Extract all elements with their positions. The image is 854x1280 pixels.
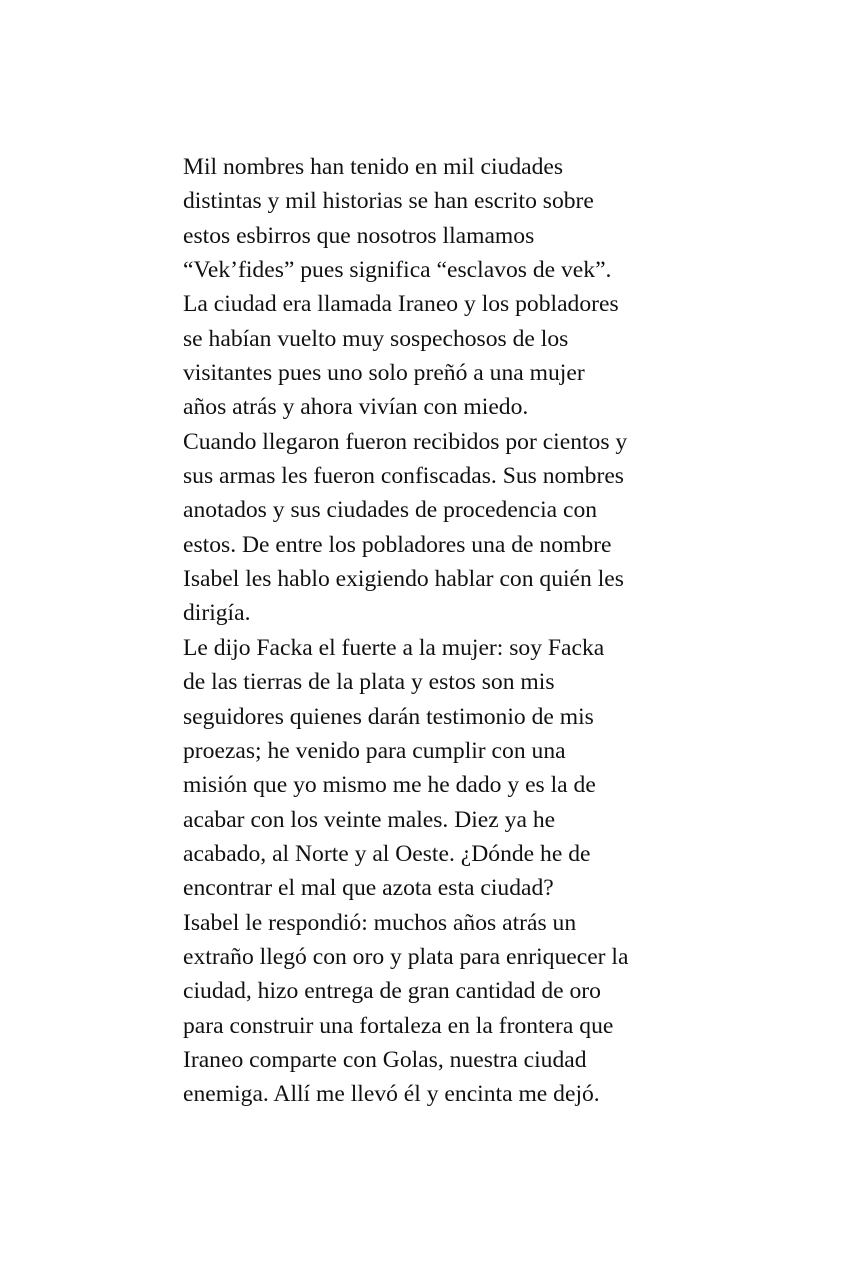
text-line: Isabel le respondió: muchos años atrás un <box>183 909 577 936</box>
text-line: estos. De entre los pobladores una de nombre <box>183 531 612 558</box>
text-line: acabar con los veinte males. Diez ya he <box>183 806 556 833</box>
text-line: extraño llegó con oro y plata para enriquecer la <box>183 943 629 970</box>
body-text <box>183 150 683 1112</box>
paragraph-1 <box>183 150 683 287</box>
paragraph-3 <box>183 425 683 631</box>
paragraph-5 <box>183 906 683 1112</box>
text-line: ciudad, hizo entrega de gran cantidad de oro <box>183 978 601 1005</box>
text-line: “Vek’fides” pues significa “esclavos de vek”. <box>183 257 612 284</box>
text-line: sus armas les fueron confiscadas. Sus nombres <box>183 463 624 490</box>
text-line: estos esbirros que nosotros llamamos <box>183 222 535 249</box>
text-line: se habían vuelto muy sospechosos de los <box>183 325 569 352</box>
text-line: acabado, al Norte y al Oeste. ¿Dónde he de <box>183 840 591 867</box>
text-line: enemiga. Allí me llevó él y encinta me dejó. <box>183 1081 600 1108</box>
text-line: seguidores quienes darán testimonio de mis <box>183 703 594 730</box>
text-line: dirigía. <box>183 600 251 627</box>
text-line: Iraneo comparte con Golas, nuestra ciudad <box>183 1046 587 1073</box>
text-line: distintas y mil historias se han escrito sobre <box>183 188 594 215</box>
text-line: La ciudad era llamada Iraneo y los pobladores <box>183 291 619 318</box>
text-line: anotados y sus ciudades de procedencia con <box>183 497 598 524</box>
text-line: encontrar el mal que azota esta ciudad? <box>183 875 554 902</box>
paragraph-2 <box>183 287 683 424</box>
text-line: proezas; he venido para cumplir con una <box>183 737 566 764</box>
text-line: de las tierras de la plata y estos son mis <box>183 669 555 696</box>
text-line: misión que yo mismo me he dado y es la de <box>183 772 596 799</box>
text-line: visitantes pues uno solo preñó a una mujer <box>183 360 585 387</box>
text-line: Mil nombres han tenido en mil ciudades <box>183 154 564 180</box>
text-line: para construir una fortaleza en la frontera que <box>183 1012 614 1039</box>
text-line: años atrás y ahora vivían con miedo. <box>183 394 529 421</box>
text-line: Le dijo Facka el fuerte a la mujer: soy Facka <box>183 634 605 661</box>
paragraph-4 <box>183 631 683 906</box>
text-line: Isabel les hablo exigiendo hablar con quién les <box>183 566 624 593</box>
text-line: Cuando llegaron fueron recibidos por cientos y <box>183 428 628 455</box>
